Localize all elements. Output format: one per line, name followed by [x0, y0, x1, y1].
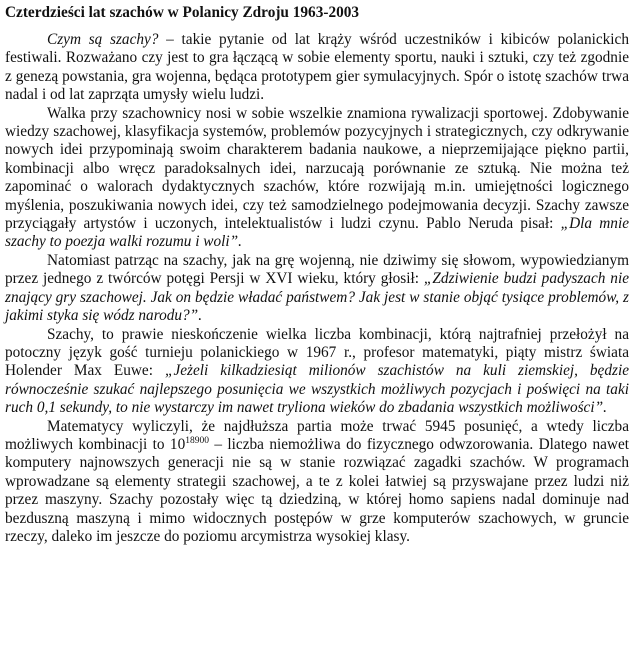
paragraph-4 [5, 326, 629, 418]
paragraph-2 [5, 105, 629, 252]
paragraph-1 [5, 31, 629, 105]
paragraph-4-text: Szachy, to prawie nieskończenie wielka liczba kombinacji, którą najtrafniej przełożył na potoczny język gość turnieju polanickiego w 1967 r., profesor matematyki, piąty mistrz świata Holender Max Euwe: [5, 325, 629, 380]
paragraph-1-lead: Czym są szachy? [47, 31, 159, 48]
paragraph-4-quote: „Jeżeli kilkadziesiąt milionów szachistów na kuli ziemskiej, będzie równocześnie szukać najlepszego posunięcia we wszystkich możliwych pozycjach i poświęci na taki ruch 0,1 sekundy, to nie wystarczy im nawet tryliona wieków do zbadania wszystkich możliwości”. [5, 362, 629, 417]
exponent: 18900 [185, 435, 209, 446]
document-title: Czterdzieści lat szachów w Polanicy Zdroju 1963-2003 [5, 4, 360, 21]
paragraph-3-text: Natomiast patrząc na szachy, jak na grę wojenną, nie dziwimy się słowom, wypowiedzianym przez jednego z twórców potęgi Persji w XVI wieku, który głosił: [5, 251, 629, 288]
paragraph-1-text: – takie pytanie od lat krąży wśród uczestników i kibiców polanickich festiwali. Rozważano czy jest to gra łączącą w sobie elementy sportu, nauki i sztuki, czy też zgodnie z genezą powstania, gra wojenna, będąca prototypem gier symulacyjnych. Spór o istotę szachów trwa nadal i od lat zaprząta umysły wielu ludzi. [5, 31, 629, 104]
paragraph-5 [5, 418, 629, 547]
paragraph-3-quote: „Zdziwienie budzi padyszach nie znający gry szachowej. Jak on będzie władać państwem? Jak jest w stanie objąć tysiące problemów, z jakimi styka się wódz narodu?”. [5, 270, 629, 325]
paragraph-3 [5, 252, 629, 326]
paragraph-2-quote: „Dla mnie szachy to poezja walki rozumu i woli”. [5, 215, 629, 251]
paragraph-2-text: Walka przy szachownicy nosi w sobie wszelkie znamiona rywalizacji sportowej. Zdobywanie wiedzy szachowej, klasyfikacja systemów, problemów pozycyjnych i strategicznych, czy odkrywanie nowych idei przypominają swoim charakterem badania naukowe, a nieprzemijające piękno partii, kombinacji albo wręcz paradoksalnych idei, narzucają porównanie ze sztuką. Nie można też zapominać o walorach dydaktycznych szachów, które rozwijają m.in. umiejętności logicznego myślenia, poszukiwania nowych idei, czy też samodzielnego podejmowania decyzji. Szachy zawsze przyciągały artystów i uczonych, intelektualistów i ludzi czynu. Pablo Neruda pisał: [5, 104, 629, 233]
paragraph-5-text-after: – liczba niemożliwa do fizycznego odwzorowania. Dlatego nawet komputery najnowszych generacji nie są w stanie rozwiązać zagadki szachów. W programach wprowadzane są elementy strategii szachowej, a te z kolei łatwiej są przyswajane przez ludzi niż przez maszyny. Szachy pozostały więc tą dziedziną, w której homo sapiens nadal dominuje nad bezduszną maszyną i mimo widocznych postępów w grze komputerów szachowych, w gruncie rzeczy, daleko im jeszcze do poziomu arcymistrza wysokiej klasy. [5, 435, 629, 545]
paragraph-5-text-before: Matematycy wyliczyli, że najdłuższa partia może trwać 5945 posunięć, a wtedy liczba możliwych kombinacji to 10 [5, 417, 629, 453]
